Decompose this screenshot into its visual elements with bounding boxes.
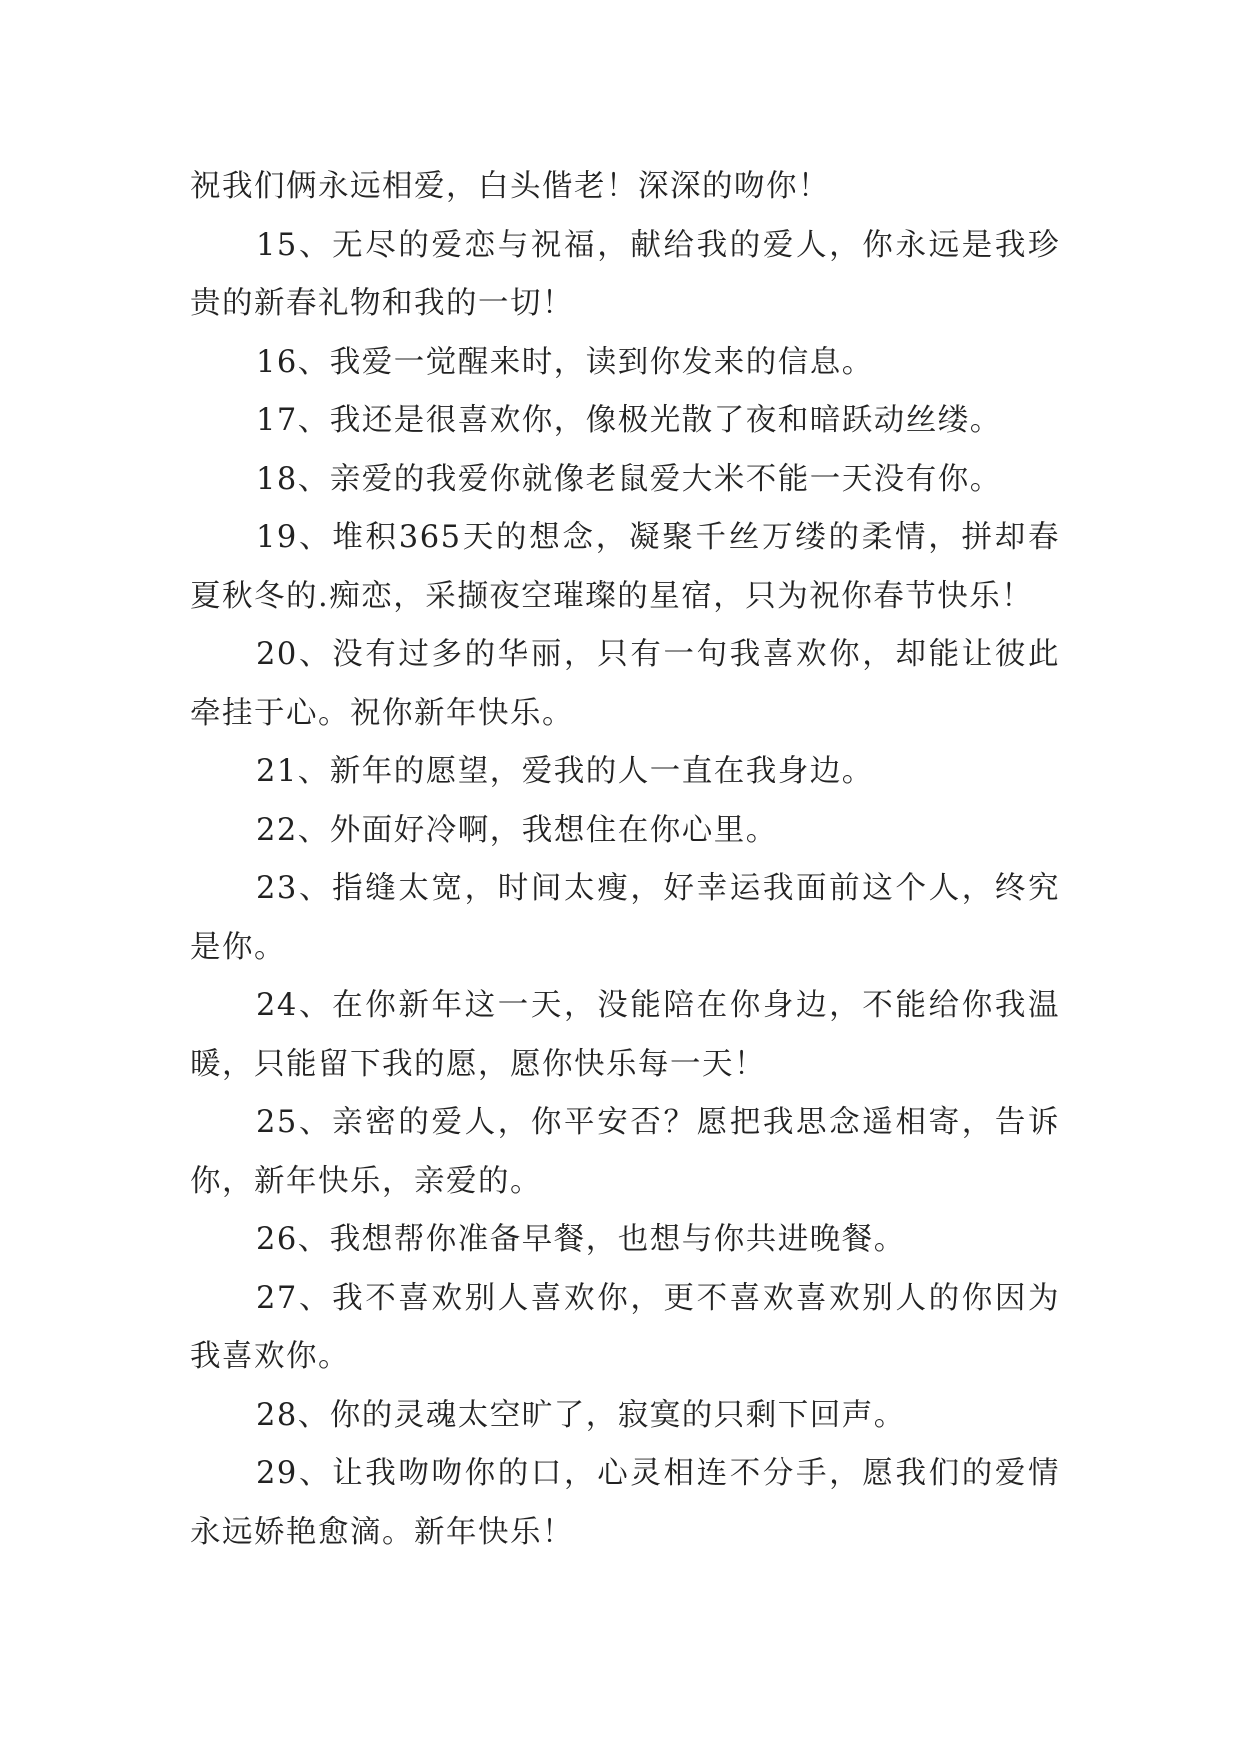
paragraph-item-25: 25、亲密的爱人，你平安否？愿把我思念遥相寄，告诉你，新年快乐，亲爱的。: [190, 1105, 1060, 1199]
paragraph-item-20: 20、没有过多的华丽，只有一句我喜欢你，却能让彼此牵挂于心。祝你新年快乐。: [190, 637, 1060, 731]
paragraph-item-26: 26、我想帮你准备早餐，也想与你共进晚餐。: [256, 1222, 906, 1257]
paragraph-item-15: 15、无尽的爱恋与祝福，献给我的爱人，你永远是我珍贵的新春礼物和我的一切！: [190, 227, 1060, 321]
paragraph-item-21: 21、新年的愿望，爱我的人一直在我身边。: [256, 754, 874, 789]
paragraph-item-18: 18、亲爱的我爱你就像老鼠爱大米不能一天没有你。: [256, 461, 1002, 497]
paragraph-item-29: 29、让我吻吻你的口，心灵相连不分手，愿我们的爱情永远娇艳愈滴。新年快乐！: [190, 1456, 1060, 1550]
paragraph-continuation: 祝我们俩永远相爱，白头偕老！深深的吻你！: [190, 169, 830, 204]
paragraph-item-19: 19、堆积365天的想念，凝聚千丝万缕的柔情，拼却春夏秋冬的.痴恋，采撷夜空璀璨的星宿，只为祝你春节快乐！: [190, 520, 1060, 614]
paragraph-item-27: 27、我不喜欢别人喜欢你，更不喜欢喜欢别人的你因为我喜欢你。: [190, 1280, 1060, 1374]
paragraph-item-16: 16、我爱一觉醒来时，读到你发来的信息。: [256, 344, 874, 380]
paragraph-item-24: 24、在你新年这一天，没能陪在你身边，不能给你我温暖，只能留下我的愿，愿你快乐每一天！: [190, 988, 1060, 1082]
document-body: [190, 158, 1060, 1562]
paragraph-item-22: 22、外面好冷啊，我想住在你心里。: [256, 812, 778, 848]
paragraph-item-17: 17、我还是很喜欢你，像极光散了夜和暗跃动丝缕。: [256, 403, 1002, 438]
paragraph-item-28: 28、你的灵魂太空旷了，寂寞的只剩下回声。: [256, 1397, 906, 1433]
paragraph-item-23: 23、指缝太宽，时间太瘦，好幸运我面前这个人，终究是你。: [190, 871, 1060, 965]
